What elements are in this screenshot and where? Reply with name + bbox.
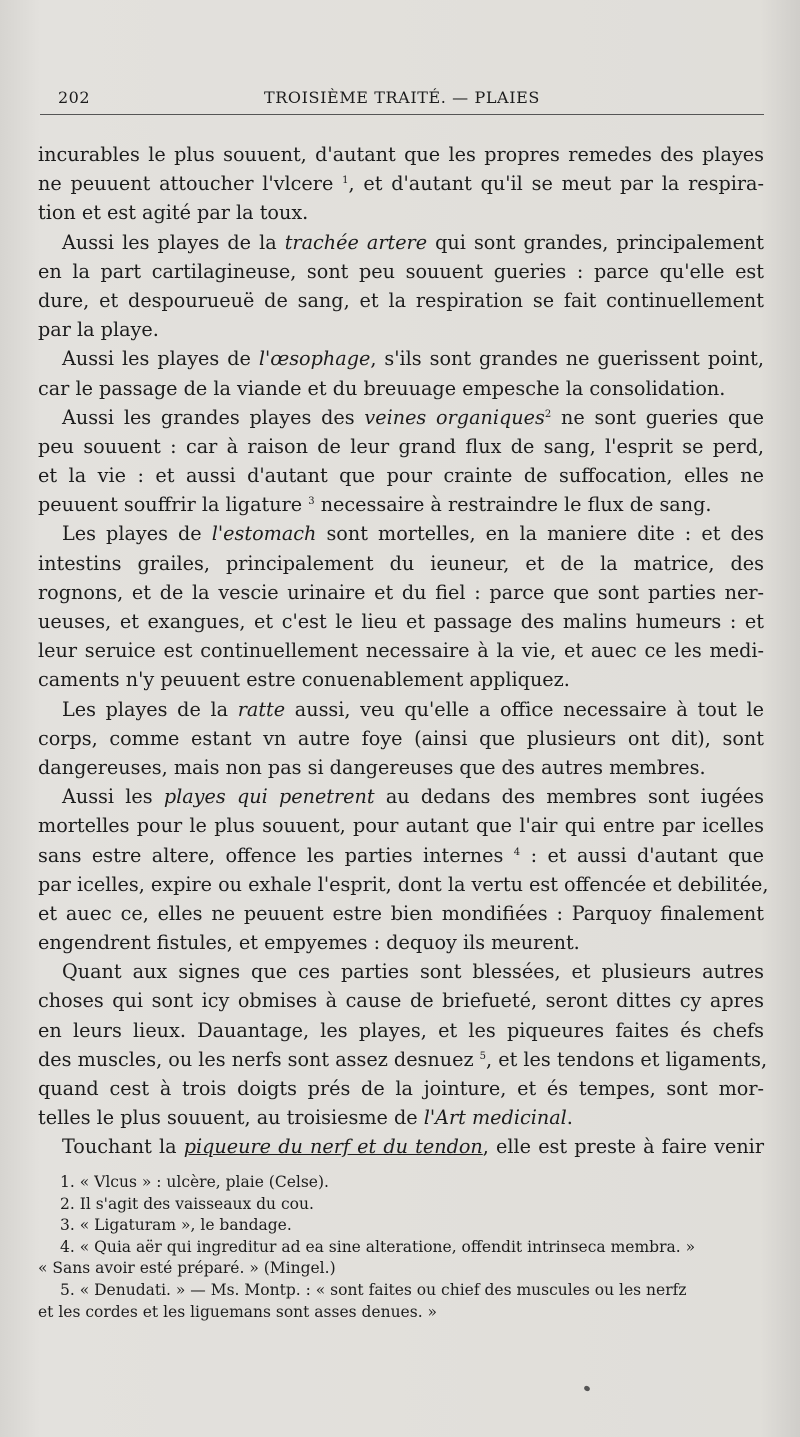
text-line: tion et est agité par la toux. bbox=[38, 201, 309, 225]
text-line: Aussi les playes de la trachée artere qui sont grandes, principalement bbox=[62, 230, 764, 254]
text-line: et auec ce, elles ne peuuent estre bien mondifiées : Parquoy finalement bbox=[38, 901, 764, 925]
text-line: engendrent fistules, et empyemes : dequoy ils meurent. bbox=[38, 931, 580, 955]
text-line: car le passage de la viande et du breuuage empesche la consolidation. bbox=[38, 376, 726, 400]
text-line: telles le plus souuent, au troisiesme de l'Art medicinal. bbox=[38, 1106, 573, 1130]
text-line: intestins grailes, principalement du ieuneur, et de la matrice, des bbox=[38, 551, 764, 575]
text-line: Aussi les playes qui penetrent au dedans des membres sont iugées bbox=[62, 785, 764, 809]
text-line: et la vie : et aussi d'autant que pour crainte de suffocation, elles ne bbox=[38, 464, 764, 488]
text-line: incurables le plus souuent, d'autant que les propres remedes des playes bbox=[38, 143, 764, 166]
footnote-ref: 1 bbox=[342, 175, 349, 187]
text-line: par icelles, expire ou exhale l'esprit, dont la vertu est offencée et debilitée, bbox=[38, 872, 769, 896]
text-line: par la playe. bbox=[38, 318, 159, 342]
text-line: Les playes de l'estomach sont mortelles, en la maniere dite : et des bbox=[62, 522, 764, 546]
text-line: sans estre altere, offence les parties internes $^4$ : et aussi d'autant que bbox=[38, 843, 764, 867]
text-line: dure, et despourueuë de sang, et la respiration se fait continuellement bbox=[38, 288, 764, 312]
text-line: quand cest à trois doigts prés de la jointure, et és tempes, sont mor- bbox=[38, 1077, 764, 1100]
text-line: Touchant la piqueure du nerf et du tendon, elle est preste à faire venir bbox=[62, 1135, 764, 1159]
text-line: des muscles, ou les nerfs sont assez desnuez $^5$, et les tendons et ligaments, bbox=[38, 1047, 768, 1071]
footnote-ref: 4 bbox=[513, 846, 521, 858]
footnote-5-continued: et les cordes et les liguemans sont asses denues. » bbox=[38, 1302, 438, 1321]
text-line: peuuent souffrir la ligature $^3$ necessaire à restraindre le flux de sang. bbox=[38, 493, 712, 517]
footnote-3: 3. « Ligaturam », le bandage. bbox=[60, 1216, 292, 1235]
ink-speck bbox=[583, 1385, 591, 1392]
running-title: TROISIÈME TRAITÉ. — PLAIES bbox=[264, 88, 540, 107]
footnote-2: 2. Il s'agit des vaisseaux du cou. bbox=[60, 1194, 314, 1213]
text-line: choses qui sont icy obmises à cause de briefueté, seront dittes cy apres bbox=[38, 989, 764, 1013]
text-line: en la part cartilagineuse, sont peu souuent gueries : parce qu'elle est bbox=[38, 259, 764, 283]
footnote-ref: 5 bbox=[479, 1050, 487, 1062]
page-number: 202 bbox=[58, 88, 91, 107]
text-line: en leurs lieux. Dauantage, les playes, et les piqueures faites és chefs bbox=[38, 1018, 764, 1042]
footnote-5: 5. « Denudati. » — Ms. Montp. : « sont faites ou chief des muscules ou les nerfz bbox=[60, 1280, 687, 1299]
text-line: ne peuuent attoucher l'vlcere $^1$, et d'autant qu'il se meut par la respira- bbox=[38, 172, 764, 196]
text-line: ueuses, et exangues, et c'est le lieu et passage des malins humeurs : et bbox=[38, 610, 764, 633]
text-line: rognons, et de la vescie urinaire et du fiel : parce que sont parties ner- bbox=[38, 580, 764, 604]
footnote-4-continued: « Sans avoir esté préparé. » (Mingel.) bbox=[38, 1259, 336, 1278]
text-line: Quant aux signes que ces parties sont blessées, et plusieurs autres bbox=[62, 960, 764, 984]
main-text bbox=[38, 140, 769, 1162]
text-line: mortelles pour le plus souuent, pour autant que l'air qui entre par icelles bbox=[38, 814, 764, 838]
text-line: Aussi les grandes playes des veines organiques$^2$ ne sont gueries que bbox=[62, 405, 765, 429]
text-line: Aussi les playes de l'œsophage, s'ils sont grandes ne guerissent point, bbox=[62, 347, 764, 371]
text-line: corps, comme estant vn autre foye (ainsi que plusieurs ont dit), sont bbox=[38, 726, 764, 750]
footnote-1: 1. « Vlcus » : ulcère, plaie (Celse). bbox=[60, 1173, 329, 1191]
text-line: caments n'y peuuent estre conuenablement appliquez. bbox=[38, 668, 570, 692]
footnote-ref: 3 bbox=[308, 496, 315, 508]
text-line: peu souuent : car à raison de leur grand flux de sang, l'esprit se perd, bbox=[38, 434, 764, 458]
text-line: leur seruice est continuellement necessaire à la vie, et auec ce les medi- bbox=[38, 639, 764, 663]
footnote-4: 4. « Quia aër qui ingreditur ad ea sine alteratione, offendit intrinseca membra. » bbox=[60, 1237, 696, 1256]
text-line: Les playes de la ratte aussi, veu qu'elle a office necessaire à tout le bbox=[62, 697, 764, 721]
page-header bbox=[40, 88, 764, 115]
text-line: dangereuses, mais non pas si dangereuses que des autres membres. bbox=[38, 755, 706, 779]
footnote-ref: 2 bbox=[544, 408, 552, 420]
footnotes bbox=[38, 1172, 768, 1323]
